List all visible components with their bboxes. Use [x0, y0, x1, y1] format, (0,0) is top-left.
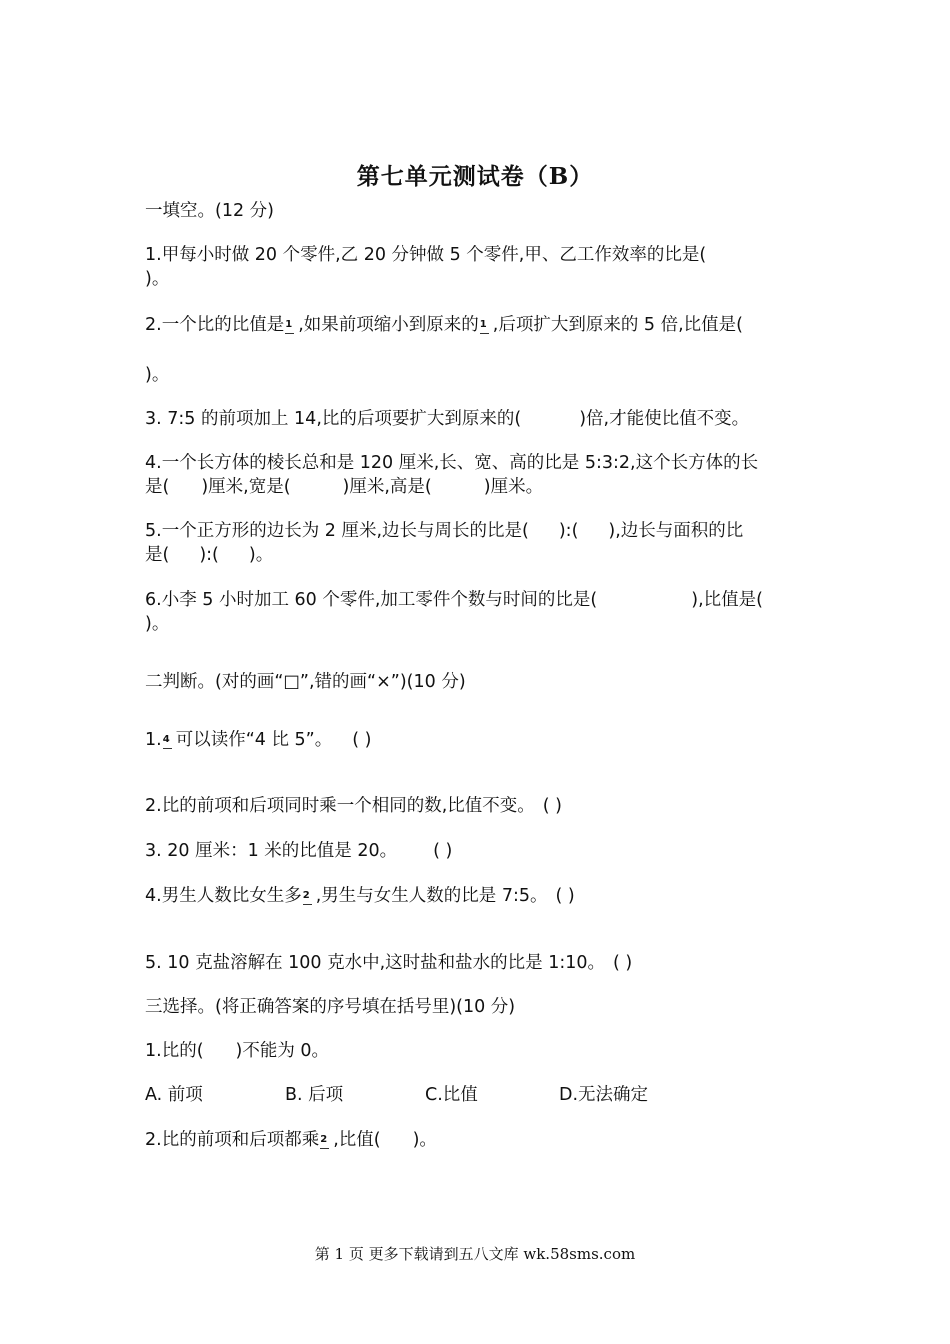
- s1-q5-text-c: ),边长与面积的比: [608, 521, 744, 541]
- s2-q5-answer-blank: ( ): [613, 953, 633, 973]
- section1-heading: 一填空。(12 分): [145, 201, 274, 221]
- s1-q2-text-b: ,如果前项缩小到原来的: [298, 315, 479, 335]
- option-a: A. 前项: [145, 1085, 203, 1105]
- s1-q2-text-a: 2.一个比的比值是: [145, 315, 285, 335]
- s1-q6-end: )。: [145, 614, 170, 634]
- section3-heading: 三选择。(将正确答案的序号填在括号里)(10 分): [145, 997, 516, 1017]
- s1-q4-text-d: )厘米,高是(: [342, 477, 432, 497]
- s2-q1-text: 可以读作“4 比 5”。: [175, 730, 333, 750]
- fraction-numerator: 2: [302, 890, 310, 901]
- s1-q5-text-e: ):(: [199, 545, 219, 565]
- fraction-numerator: 4: [162, 734, 170, 745]
- fraction: [303, 891, 315, 911]
- s1-q1-end: )。: [145, 269, 170, 289]
- s1-q4-text-c: )厘米,宽是(: [201, 477, 291, 497]
- section2-heading: 二判断。(对的画“□”,错的画“×”)(10 分): [145, 672, 466, 692]
- s1-q1-text: 1.甲每小时做 20 个零件,乙 20 分钟做 5 个零件,甲、乙工作效率的比是(: [145, 245, 707, 265]
- fraction: [285, 320, 297, 340]
- s1-q4-line2: [145, 476, 543, 498]
- s1-q6-text-a: 6.小李 5 小时加工 60 个零件,加工零件个数与时间的比是(: [145, 590, 598, 610]
- s3-q1-options: [145, 1084, 648, 1106]
- s2-q1-answer-blank: ( ): [352, 730, 372, 750]
- s1-q3: [145, 408, 749, 430]
- s2-q3-answer-blank: ( ): [433, 841, 453, 861]
- s1-q5-text-b: ):(: [558, 521, 579, 541]
- s1-q6-text-b: ),比值是(: [691, 590, 763, 610]
- s1-q4-line1: [145, 452, 758, 474]
- option-c: C.比值: [425, 1085, 478, 1105]
- s1-q6-line1: [145, 589, 763, 611]
- fraction-bar: [163, 748, 172, 749]
- s1-q5-text-d: 是(: [145, 545, 170, 565]
- s1-q2-text-c: ,后项扩大到原来的 5 倍,比值是(: [492, 315, 743, 335]
- s2-q4-text-b: ,男生与女生人数的比是 7:5。: [315, 886, 548, 906]
- s3-q2: [145, 1129, 437, 1155]
- s3-q2-text-c: )。: [412, 1130, 437, 1150]
- s2-q3-text: 3. 20 厘米：1 米的比值是 20。: [145, 841, 398, 861]
- page-footer: 第 1 页 更多下载请到五八文库 wk.58sms.com: [314, 1245, 636, 1263]
- s2-q5: [145, 952, 632, 974]
- s2-q4-answer-blank: ( ): [555, 886, 575, 906]
- fraction-bar: [285, 333, 294, 334]
- s3-q1: [145, 1040, 329, 1062]
- fraction: [480, 320, 492, 340]
- page-title: 第七单元测试卷（B）: [356, 163, 594, 190]
- option-d: D.无法确定: [559, 1085, 649, 1105]
- s1-q4-text-e: )厘米。: [483, 477, 544, 497]
- fraction-numerator: 2: [320, 1134, 328, 1145]
- s1-q1-line2: [145, 268, 169, 290]
- fraction-bar: [320, 1148, 329, 1149]
- s3-q2-text-b: ,比值(: [333, 1130, 381, 1150]
- s1-q4-text-a: 4.一个长方体的棱长总和是 120 厘米,长、宽、高的比是 5:3:2,这个长方体的长: [145, 453, 759, 473]
- s1-q3-text-a: 3. 7:5 的前项加上 14,比的后项要扩大到原来的(: [145, 409, 522, 429]
- s3-q1-text-b: )不能为 0。: [235, 1041, 330, 1061]
- s1-q2-end: )。: [145, 365, 170, 385]
- s1-q4-text-b: 是(: [145, 477, 170, 497]
- s1-q3-text-b: )倍,才能使比值不变。: [579, 409, 750, 429]
- s2-q1-number: 1.: [145, 730, 162, 750]
- s2-q3: [145, 840, 452, 862]
- s2-q2-text: 2.比的前项和后项同时乘一个相同的数,比值不变。: [145, 796, 535, 816]
- s1-q6-line2: [145, 613, 169, 635]
- s2-q4-text-a: 4.男生人数比女生多: [145, 886, 302, 906]
- fraction-bar: [303, 904, 312, 905]
- fraction: [163, 735, 175, 755]
- fraction: [320, 1135, 332, 1155]
- s1-q5-text-a: 5.一个正方形的边长为 2 厘米,边长与周长的比是(: [145, 521, 529, 541]
- option-b: B. 后项: [285, 1085, 344, 1105]
- s1-q2-line2: [145, 364, 169, 386]
- s1-q5-text-f: )。: [248, 545, 274, 565]
- s2-q4: [145, 885, 575, 911]
- s2-q5-text: 5. 10 克盐溶解在 100 克水中,这时盐和盐水的比是 1:10。: [145, 953, 606, 973]
- s2-q2: [145, 795, 562, 817]
- s1-q1-line1: [145, 244, 706, 266]
- s1-q2-line1: [145, 314, 743, 340]
- s2-q2-answer-blank: ( ): [542, 796, 562, 816]
- s3-q1-text-a: 1.比的(: [145, 1041, 204, 1061]
- fraction-bar: [480, 333, 489, 334]
- s2-q1: [145, 729, 371, 755]
- s3-q2-text-a: 2.比的前项和后项都乘: [145, 1130, 320, 1150]
- fraction-numerator: 1: [285, 319, 293, 330]
- s1-q5-line1: [145, 520, 743, 542]
- s1-q5-line2: [145, 544, 273, 566]
- fraction-numerator: 1: [479, 319, 487, 330]
